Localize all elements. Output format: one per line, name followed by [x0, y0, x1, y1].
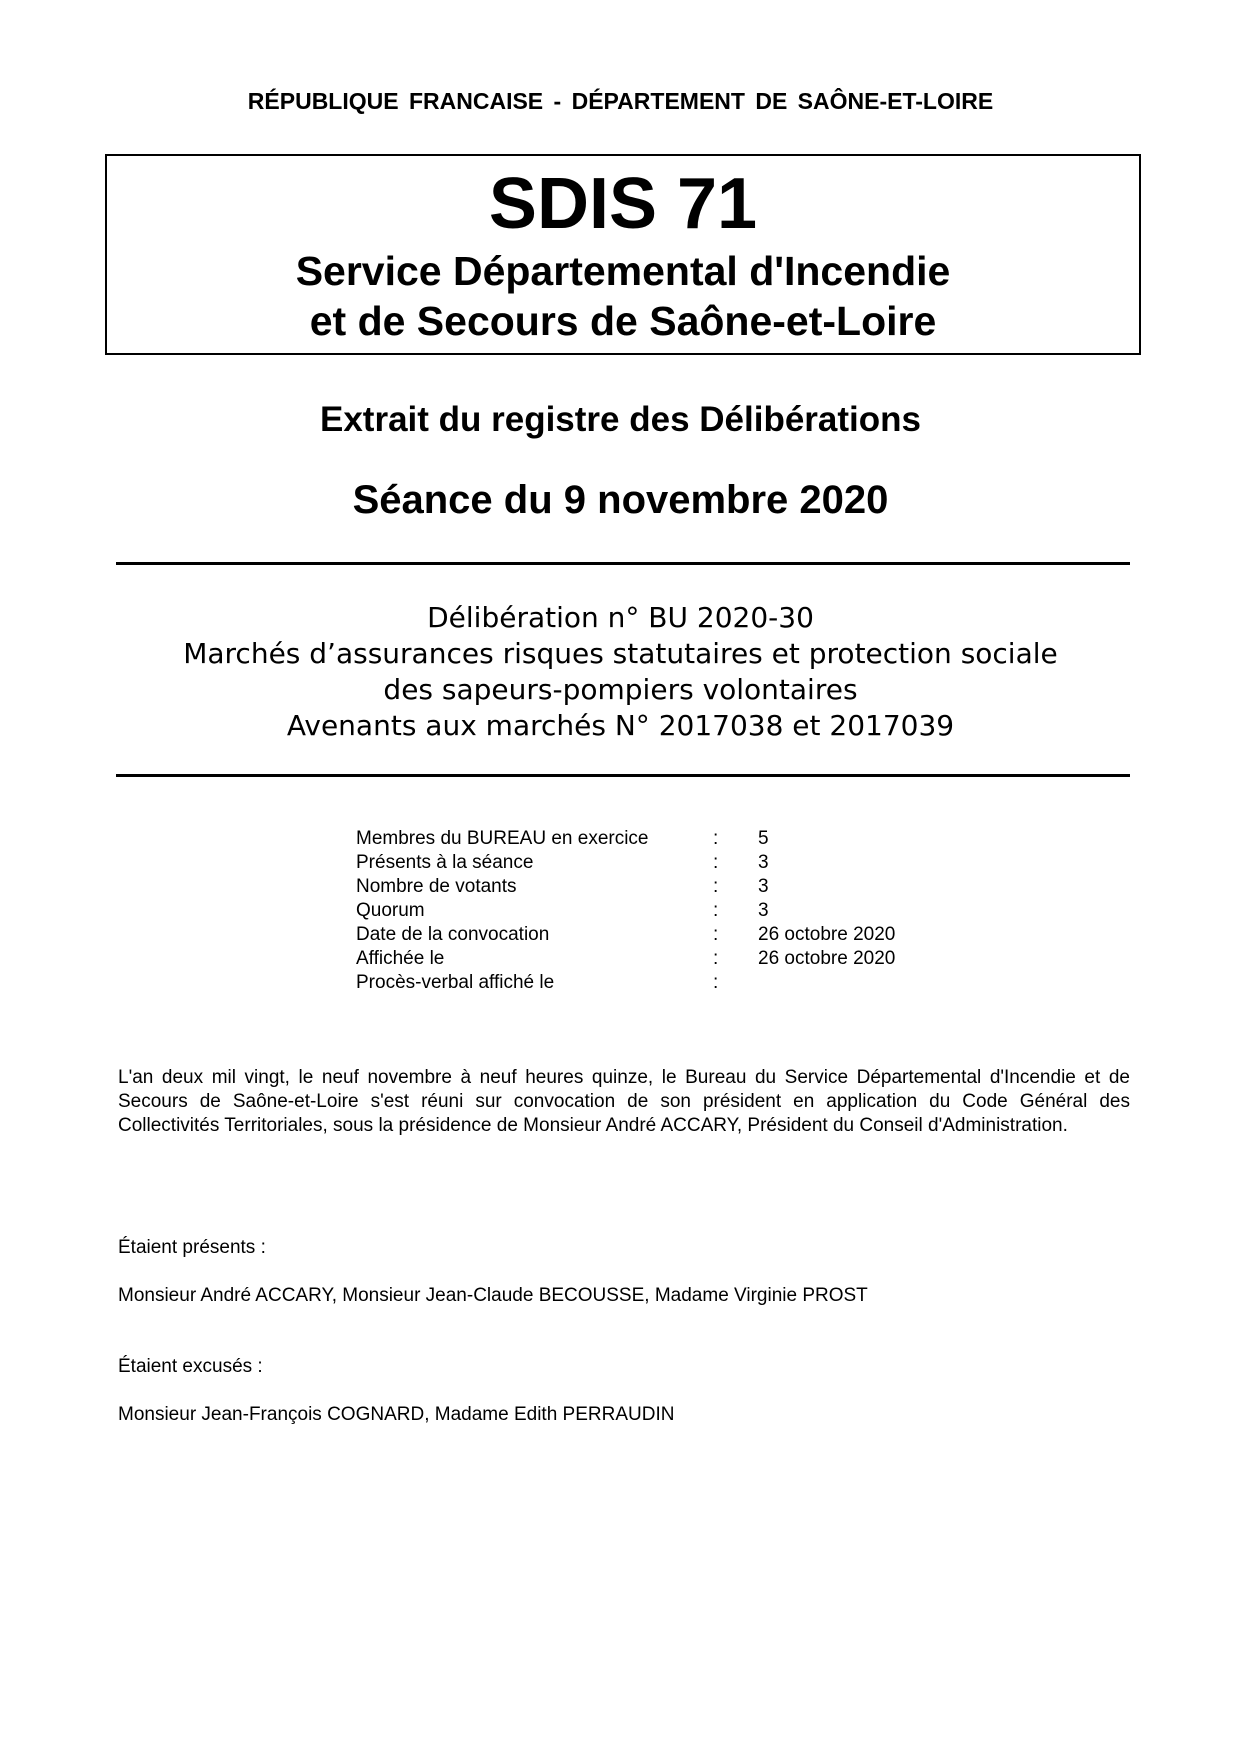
deliberation-subject-line-3: Avenants aux marchés N° 2017038 et 2017039 — [286, 709, 955, 742]
deliberation-subject-line-2: des sapeurs-pompiers volontaires — [383, 673, 858, 706]
stat-separator: : — [713, 972, 719, 993]
stat-value: 3 — [758, 900, 769, 921]
stat-label: Quorum — [356, 900, 425, 921]
stat-label: Procès-verbal affiché le — [356, 972, 555, 993]
divider-bottom — [116, 774, 1130, 777]
stat-separator: : — [713, 948, 719, 969]
stat-separator: : — [713, 900, 719, 921]
stat-label: Présents à la séance — [356, 852, 534, 873]
excuses-label: Étaient excusés : — [118, 1356, 263, 1377]
stat-label: Nombre de votants — [356, 876, 517, 897]
register-extract-title: Extrait du registre des Délibérations — [319, 400, 921, 439]
stat-label: Membres du BUREAU en exercice — [356, 828, 649, 849]
stat-label: Affichée le — [356, 948, 445, 969]
stat-separator: : — [713, 876, 719, 897]
stat-value: 26 octobre 2020 — [758, 948, 896, 969]
presents-names: Monsieur André ACCARY, Monsieur Jean-Claude BECOUSSE, Madame Virginie PROST — [118, 1285, 868, 1306]
organization-name-line-2: et de Secours de Saône-et-Loire — [309, 298, 937, 344]
stat-separator: : — [713, 852, 719, 873]
presents-label: Étaient présents : — [118, 1237, 266, 1258]
deliberation-number: Délibération n° BU 2020-30 — [427, 601, 814, 634]
stat-separator: : — [713, 828, 719, 849]
stat-value: 3 — [758, 876, 769, 897]
session-date-title: Séance du 9 novembre 2020 — [352, 478, 889, 522]
stat-value: 26 octobre 2020 — [758, 924, 896, 945]
deliberation-subject-line-1: Marchés d’assurances risques statutaires et protection sociale — [183, 637, 1058, 670]
divider-top — [116, 562, 1130, 565]
organization-name-line-1: Service Départemental d'Incendie — [295, 248, 951, 294]
stat-value: 3 — [758, 852, 769, 873]
republic-header: RÉPUBLIQUE FRANCAISE - DÉPARTEMENT DE SAÔNE-ET-LOIRE — [247, 88, 994, 114]
stat-label: Date de la convocation — [356, 924, 550, 945]
excuses-names: Monsieur Jean-François COGNARD, Madame Edith PERRAUDIN — [118, 1404, 675, 1425]
deliberation-block — [0, 600, 1241, 744]
intro-paragraph: L'an deux mil vingt, le neuf novembre à neuf heures quinze, le Bureau du Service Départemental d'Incendie et de Secours de Saône-et-Loire s'est réuni sur convocation de son président en application du Code Général des Collectivités Territoriales, sous la présidence de Monsieur André ACCARY, Président du Conseil d'Administration. — [118, 1067, 1130, 1136]
organization-title-box — [105, 154, 1141, 355]
stat-value: 5 — [758, 828, 769, 849]
stat-separator: : — [713, 924, 719, 945]
organization-acronym: SDIS 71 — [488, 164, 758, 244]
